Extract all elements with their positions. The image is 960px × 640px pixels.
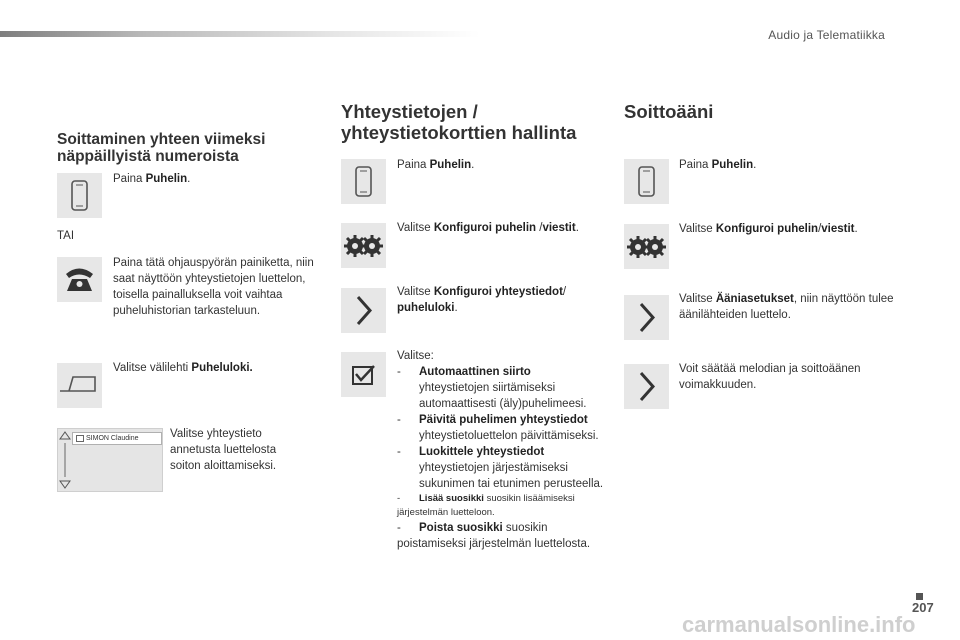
- watermark: carmanualsonline.info: [682, 612, 916, 637]
- option-desc: yhteystietojen järjestämiseksi sukunimen tai etunimen perusteella.: [419, 462, 604, 490]
- col1-title: Soittaminen yhteen viimeksi näppäillyistä numeroista: [57, 131, 266, 165]
- col2-step4: [397, 348, 612, 552]
- col1-step1: Paina Puhelin.: [113, 173, 191, 185]
- page-number: 207: [912, 600, 934, 615]
- option-item: - Luokittele yhteystiedot: [397, 446, 545, 458]
- contact-card-icon: [76, 435, 84, 442]
- option-desc: yhteystietoluettelon päivittämiseksi.: [419, 430, 599, 442]
- option-item: - Automaattinen siirto: [397, 366, 531, 378]
- col3-step3: Valitse Ääniasetukset, niin näyttöön tulee äänilähteiden luettelo.: [679, 293, 894, 321]
- contact-row[interactable]: SIMON Claudine: [72, 432, 162, 445]
- col1-step4: Valitse yhteystieto annetusta luettelosta soiton aloittamiseksi.: [170, 428, 277, 472]
- col2-step2: Valitse Konfiguroi puhelin /viestit.: [397, 222, 579, 234]
- col1-step2: Paina tätä ohjauspyörän painiketta, niin saat näyttöön yhteystietojen luettelon, toisella painalluksella voit vaihtaa puheluhistorian tarkasteluun.: [113, 257, 314, 317]
- col1-or: TAI: [57, 230, 75, 242]
- col3-step1: Paina Puhelin.: [679, 159, 757, 171]
- chevron-right-icon: [624, 295, 669, 340]
- col3-step2: Valitse Konfiguroi puhelin/viestit.: [679, 223, 858, 235]
- tab-icon: [57, 363, 102, 408]
- col1-step3: Valitse välilehti Puheluloki.: [113, 362, 253, 374]
- col3-title: Soittoääni: [624, 101, 714, 122]
- col2-step1: Paina Puhelin.: [397, 159, 475, 171]
- checklist-icon: [341, 352, 386, 397]
- col2-step4-intro: Valitse:: [397, 350, 434, 362]
- gears-icon: [341, 223, 386, 268]
- chevron-right-icon: [341, 288, 386, 333]
- phone-icon: [341, 159, 386, 204]
- option-item: - Poista suosikki suosikin poistamiseksi järjestelmän luettelosta.: [397, 522, 591, 550]
- col2-step3: Valitse Konfiguroi yhteystiedot/ puheluloki.: [397, 286, 567, 314]
- col2-title: Yhteystietojen / yhteystietokorttien hallinta: [341, 101, 577, 143]
- phone-icon: [624, 159, 669, 204]
- header-title: Audio ja Telematiikka: [768, 28, 885, 42]
- option-item: - Lisää suosikki suosikin lisäämiseksi järjestelmän luetteloon.: [397, 493, 575, 518]
- contact-list-screen: [57, 428, 163, 492]
- option-item: - Päivitä puhelimen yhteystiedot: [397, 414, 588, 426]
- chevron-right-icon: [624, 364, 669, 409]
- option-desc: yhteystietojen siirtämiseksi automaattisesti (äly)puhelimeesi.: [419, 382, 587, 410]
- header-bar: [0, 31, 480, 37]
- page-marker: [916, 593, 923, 600]
- col3-step4: Voit säätää melodian ja soittoäänen voimakkuuden.: [679, 363, 861, 391]
- gears-icon: [624, 224, 669, 269]
- steering-phone-button-icon: [57, 257, 102, 302]
- phone-icon: [57, 173, 102, 218]
